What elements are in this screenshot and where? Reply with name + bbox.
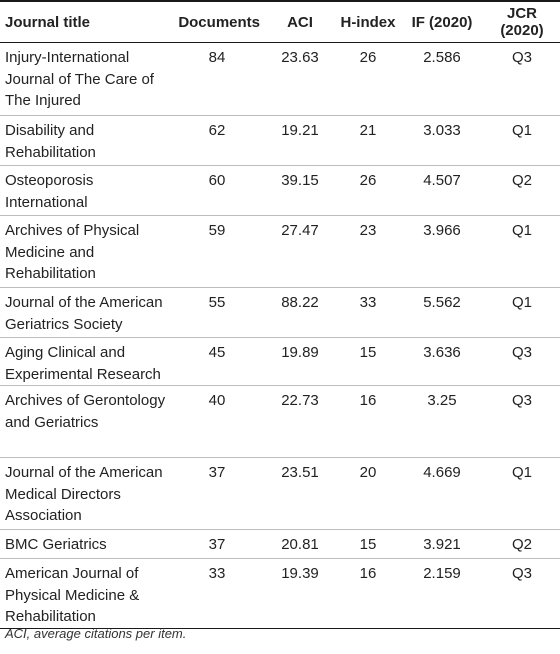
documents-cell: 45 (208, 344, 226, 361)
h-index-cell: 26 (359, 49, 377, 66)
documents-cell: 84 (208, 49, 226, 66)
jcr-cell: Q3 (511, 49, 532, 66)
jcr-cell: Q3 (511, 344, 532, 361)
jcr-cell: Q1 (511, 122, 532, 139)
documents-cell: 40 (208, 392, 226, 409)
journal-title-cell: Osteoporosis International (5, 172, 94, 211)
if-cell: 4.507 (423, 172, 461, 189)
if-cell: 3.636 (423, 344, 461, 361)
aci-cell: 39.15 (281, 172, 319, 189)
aci-cell: 19.89 (281, 344, 319, 361)
journal-title-cell: BMC Geriatrics (5, 536, 107, 553)
table-row (0, 288, 560, 338)
h-index-cell: 16 (359, 392, 377, 409)
table-header (0, 2, 560, 43)
if-cell: 4.669 (423, 464, 461, 481)
jcr-cell: Q1 (511, 294, 532, 311)
if-cell: 2.586 (423, 49, 461, 66)
h-index-cell: 15 (359, 536, 377, 553)
header-h-index: H-index (340, 13, 396, 31)
table-footnote: ACI, average citations per item. (5, 626, 187, 641)
if-cell: 2.159 (423, 565, 461, 582)
jcr-cell: Q3 (511, 565, 532, 582)
if-cell: 3.25 (427, 392, 457, 409)
aci-cell: 23.51 (281, 464, 319, 481)
h-index-cell: 26 (359, 172, 377, 189)
if-cell: 3.033 (423, 122, 461, 139)
jcr-cell: Q1 (511, 222, 532, 239)
table-row (0, 166, 560, 216)
table-row (0, 43, 560, 116)
header-documents: Documents (178, 13, 260, 31)
h-index-cell: 15 (359, 344, 377, 361)
journal-title-cell: Injury-International Journal of The Care of The Injured (5, 49, 154, 109)
aci-cell: 88.22 (281, 294, 319, 311)
table-row (0, 216, 560, 288)
jcr-cell: Q2 (511, 536, 532, 553)
if-cell: 3.966 (423, 222, 461, 239)
if-cell: 3.921 (423, 536, 461, 553)
h-index-cell: 20 (359, 464, 377, 481)
journal-title-cell: Aging Clinical and Experimental Research (5, 344, 161, 383)
documents-cell: 60 (208, 172, 226, 189)
documents-cell: 37 (208, 536, 226, 553)
documents-cell: 59 (208, 222, 226, 239)
h-index-cell: 16 (359, 565, 377, 582)
header-jcr: JCR (2020) (500, 5, 544, 39)
aci-cell: 19.39 (281, 565, 319, 582)
journal-title-cell: Disability and Rehabilitation (5, 122, 96, 161)
documents-cell: 33 (208, 565, 226, 582)
header-if: IF (2020) (411, 13, 473, 31)
aci-cell: 27.47 (281, 222, 319, 239)
aci-cell: 23.63 (281, 49, 319, 66)
journal-title-cell: Journal of the American Geriatrics Society (5, 294, 163, 333)
journal-title-cell: Archives of Physical Medicine and Rehabilitation (5, 222, 140, 282)
aci-cell: 19.21 (281, 122, 319, 139)
header-journal-title: Journal title (5, 13, 91, 31)
journal-title-cell: American Journal of Physical Medicine & Rehabilitation (5, 565, 140, 625)
aci-cell: 22.73 (281, 392, 319, 409)
h-index-cell: 23 (359, 222, 377, 239)
documents-cell: 62 (208, 122, 226, 139)
aci-cell: 20.81 (281, 536, 319, 553)
table-row (0, 386, 560, 458)
table-row (0, 116, 560, 166)
if-cell: 5.562 (423, 294, 461, 311)
journal-title-cell: Archives of Gerontology and Geriatrics (5, 392, 166, 431)
jcr-cell: Q3 (511, 392, 532, 409)
h-index-cell: 33 (359, 294, 377, 311)
header-aci: ACI (287, 13, 313, 31)
documents-cell: 55 (208, 294, 226, 311)
table-row (0, 530, 560, 559)
h-index-cell: 21 (359, 122, 377, 139)
documents-cell: 37 (208, 464, 226, 481)
table-row (0, 559, 560, 629)
jcr-cell: Q1 (511, 464, 532, 481)
table-row (0, 458, 560, 530)
table-row (0, 338, 560, 386)
journal-title-cell: Journal of the American Medical Directors Association (5, 464, 163, 524)
jcr-cell: Q2 (511, 172, 532, 189)
